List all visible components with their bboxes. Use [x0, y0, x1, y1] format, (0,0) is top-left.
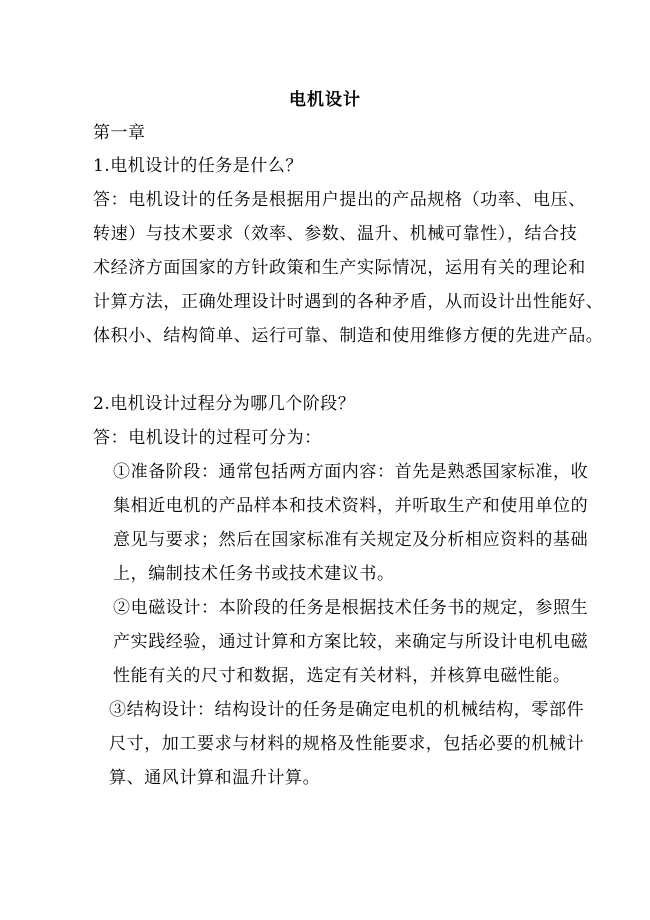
question-2: 2.电机设计过程分为哪几个阶段？	[93, 394, 356, 414]
stage-1-line: 上，编制技术任务书或技术建议书。	[113, 564, 395, 584]
question-1: 1.电机设计的任务是什么？	[93, 156, 303, 176]
stage-2-line: ②电磁设计：本阶段的任务是根据技术任务书的规定，参照生	[113, 598, 589, 618]
stage-2-line: 产实践经验，通过计算和方案比较，来确定与所设计电机电磁	[113, 632, 589, 652]
answer-1-line: 转速）与技术要求（效率、参数、温升、机械可靠性），结合技	[93, 224, 578, 244]
stage-1-line: 集相近电机的产品样本和技术资料，并听取生产和使用单位的	[113, 496, 589, 516]
stage-1-line: 意见与要求；然后在国家标准有关规定及分析相应资料的基础	[113, 530, 589, 550]
answer-1-line: 体积小、结构简单、运行可靠、制造和使用维修方便的先进产品。	[93, 326, 604, 346]
stage-3-line: ③结构设计：结构设计的任务是确定电机的机械结构，零部件	[109, 700, 585, 720]
stage-1-line: ①准备阶段：通常包括两方面内容：首先是熟悉国家标准，收	[113, 462, 589, 482]
answer-2-intro: 答：电机设计的过程可分为：	[93, 428, 322, 448]
answer-1-line: 计算方法，正确处理设计时遇到的各种矛盾，从而设计出性能好、	[93, 292, 604, 312]
stage-3-line: 算、通风计算和温升计算。	[109, 768, 321, 788]
stage-2-line: 性能有关的尺寸和数据，选定有关材料，并核算电磁性能。	[113, 666, 571, 686]
stage-3-line: 尺寸，加工要求与材料的规格及性能要求，包括必要的机械计	[109, 734, 585, 754]
answer-1-line: 答：电机设计的任务是根据用户提出的产品规格（功率、电压、	[93, 190, 586, 210]
chapter-heading: 第一章	[93, 123, 146, 143]
document-title: 电机设计	[289, 90, 361, 110]
answer-1-line: 术经济方面国家的方针政策和生产实际情况，运用有关的理论和	[93, 258, 586, 278]
